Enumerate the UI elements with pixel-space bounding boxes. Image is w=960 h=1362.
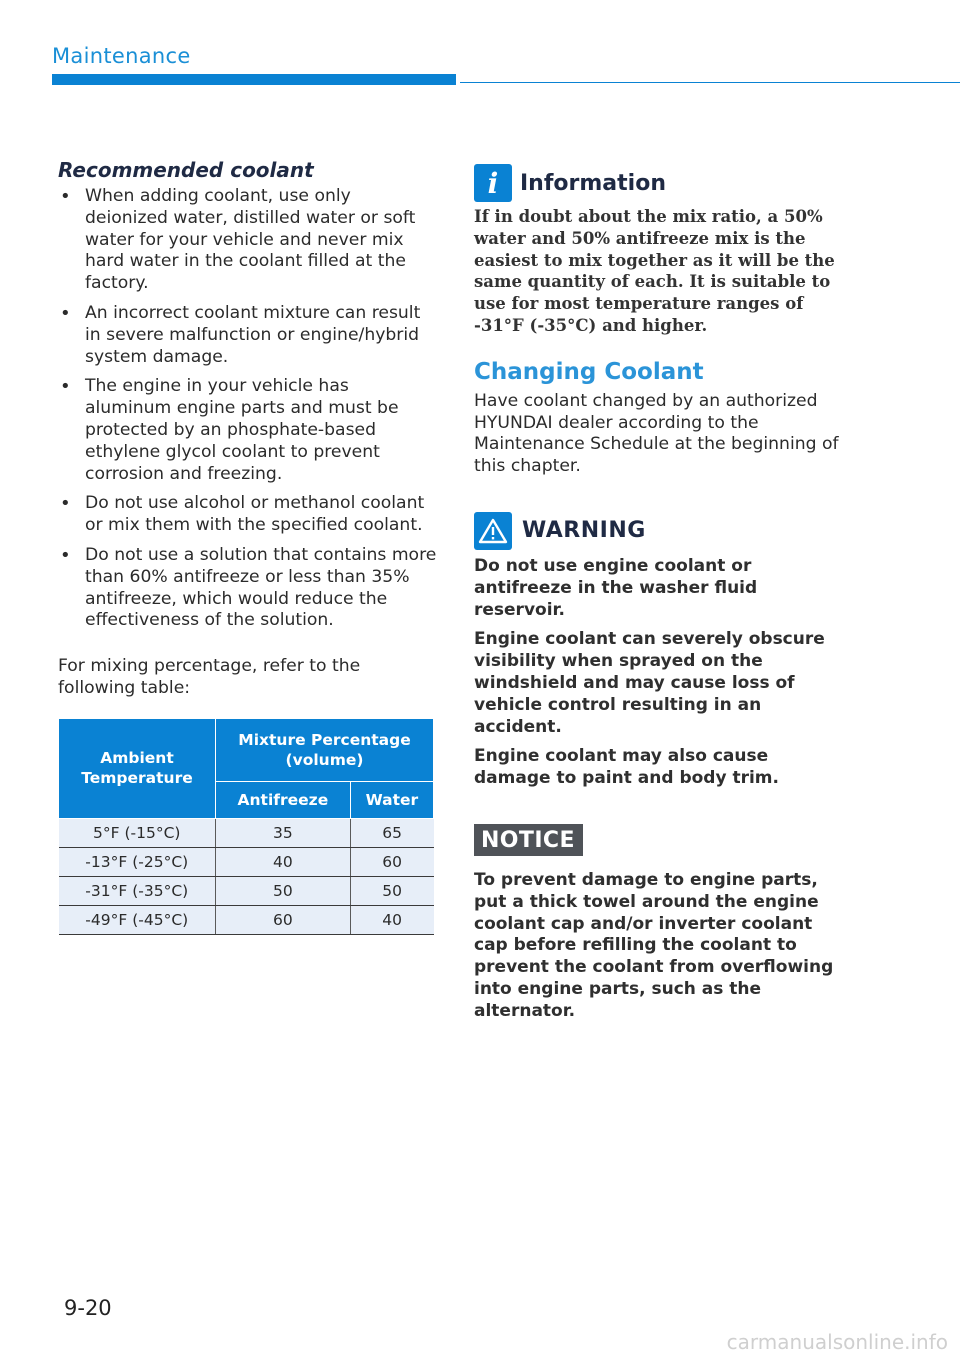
header-rule-thick — [52, 74, 456, 85]
warning-header — [474, 512, 850, 550]
header-water: Water — [350, 782, 433, 818]
bullet-item: • When adding coolant, use only deionized water, distilled water or soft water for your vehicle and never mix hard water in the coolant filled at the factory. — [58, 186, 438, 295]
info-icon: i — [474, 164, 512, 202]
section-label: Maintenance — [52, 44, 191, 68]
information-header — [474, 164, 850, 202]
header-mixture-percentage: Mixture Percentage (volume) — [216, 718, 434, 782]
header-antifreeze: Antifreeze — [216, 782, 351, 818]
warning-triangle-icon — [474, 512, 512, 550]
cell-temperature: -31°F (-35°C) — [59, 876, 216, 905]
coolant-bullet-list — [58, 186, 438, 632]
table-row — [59, 847, 434, 876]
recommended-coolant-heading: Recommended coolant — [58, 158, 314, 182]
page-number: 9-20 — [64, 1296, 112, 1320]
bullet-item: • The engine in your vehicle has aluminum engine parts and must be protected by an phosphate-based ethylene glycol coolant to prevent corrosion and freezing. — [58, 376, 438, 485]
header-ambient-temperature: Ambient Temperature — [59, 718, 216, 818]
cell-water: 40 — [350, 905, 433, 934]
cell-temperature: 5°F (-15°C) — [59, 818, 216, 847]
warning-paragraph: Engine coolant can severely obscure visibility when sprayed on the windshield and may cause loss of vehicle control resulting in an accident. — [474, 629, 825, 737]
header-rule-thin — [460, 82, 960, 83]
left-column — [58, 158, 438, 935]
cell-antifreeze: 35 — [216, 818, 351, 847]
cell-antifreeze: 60 — [216, 905, 351, 934]
cell-temperature: -49°F (-45°C) — [59, 905, 216, 934]
notice-text: To prevent damage to engine parts, put a thick towel around the engine coolant cap and/or inverter coolant cap before refilling the coolant to prevent the coolant from overflowing into engine parts, such as the alternator. — [474, 869, 834, 1021]
cell-antifreeze: 50 — [216, 876, 351, 905]
information-title: Information — [520, 170, 666, 196]
table-row — [59, 876, 434, 905]
warning-paragraph: Do not use engine coolant or antifreeze in the washer fluid reservoir. — [474, 555, 758, 620]
bullet-item: • Do not use alcohol or methanol coolant or mix them with the specified coolant. — [58, 493, 438, 537]
cell-water: 65 — [350, 818, 433, 847]
cell-antifreeze: 40 — [216, 847, 351, 876]
table-row — [59, 905, 434, 934]
right-column — [474, 158, 850, 1023]
table-intro: For mixing percentage, refer to the following table: — [58, 656, 361, 698]
bullet-item: • An incorrect coolant mixture can result in severe malfunction or engine/hybrid system damage. — [58, 303, 438, 368]
notice-label: NOTICE — [474, 824, 583, 856]
table-row — [59, 818, 434, 847]
bullet-item: • Do not use a solution that contains more than 60% antifreeze or less than 35% antifreeze, which would reduce the effectiveness of the solution. — [58, 545, 438, 632]
mixture-table — [58, 718, 434, 935]
watermark: carmanualsonline.info — [726, 1330, 948, 1354]
cell-temperature: -13°F (-25°C) — [59, 847, 216, 876]
warning-title: WARNING — [522, 518, 646, 544]
warning-paragraph: Engine coolant may also cause damage to paint and body trim. — [474, 746, 779, 789]
information-text: If in doubt about the mix ratio, a 50% water and 50% antifreeze mix is the easiest to mix together as it will be the same quantity of each. It is suitable to use for most temperature ranges of -31°F (-35°C) and higher. — [474, 207, 835, 335]
changing-coolant-heading: Changing Coolant — [474, 358, 704, 385]
changing-coolant-text: Have coolant changed by an authorized HYUNDAI dealer according to the Maintenance Schedule at the beginning of this chapter. — [474, 390, 839, 477]
cell-water: 50 — [350, 876, 433, 905]
cell-water: 60 — [350, 847, 433, 876]
